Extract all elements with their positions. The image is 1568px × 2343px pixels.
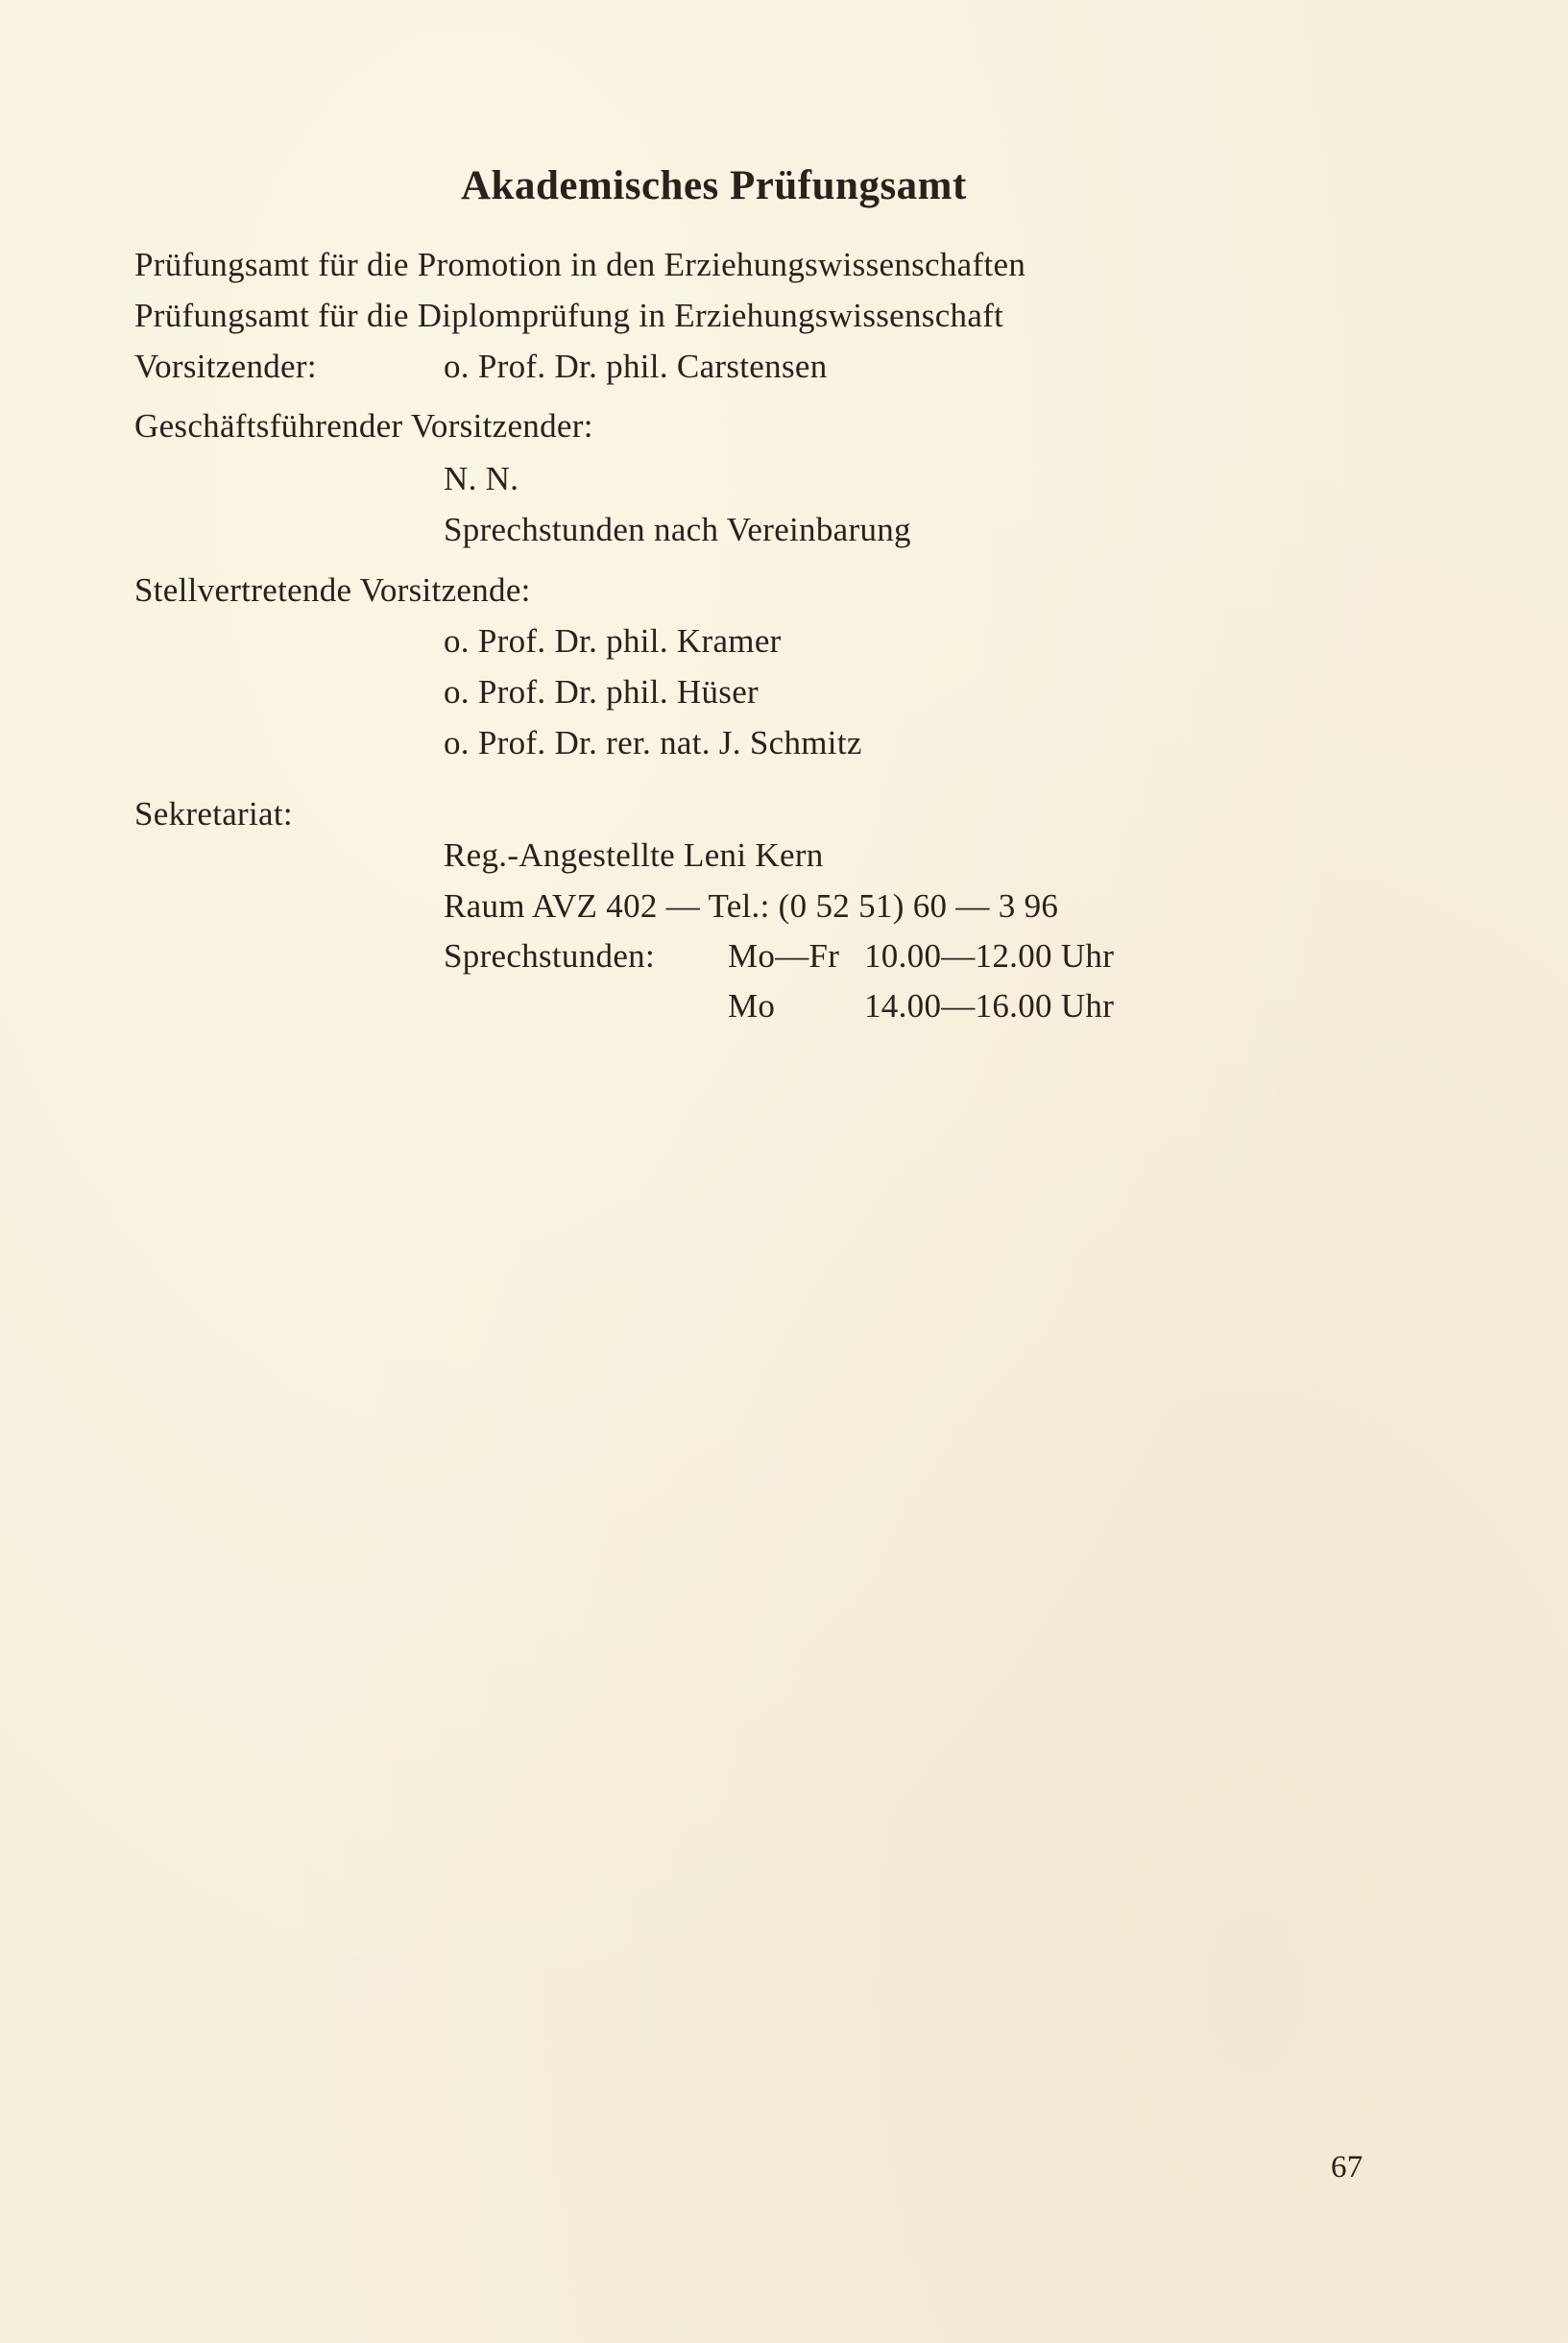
secretariat-hours-days: Mo <box>728 987 776 1025</box>
chair-name: o. Prof. Dr. phil. Carstensen <box>444 348 828 385</box>
deputy-chair-member: o. Prof. Dr. rer. nat. J. Schmitz <box>444 724 862 761</box>
page-heading: Akademisches Prüfungsamt <box>461 163 967 208</box>
secretariat-name: Reg.-Angestellte Leni Kern <box>444 836 824 874</box>
secretariat-hours-time: 14.00—16.00 Uhr <box>864 987 1115 1025</box>
deputy-chair-member: o. Prof. Dr. phil. Kramer <box>444 622 782 660</box>
deputy-chair-member: o. Prof. Dr. phil. Hüser <box>444 673 760 711</box>
managing-chair-label: Geschäftsführender Vorsitzender: <box>134 407 593 445</box>
chair-label: Vorsitzender: <box>134 348 317 385</box>
managing-chair-name: N. N. <box>444 460 519 497</box>
deputy-chairs-label: Stellvertretende Vorsitzende: <box>134 571 531 609</box>
secretariat-room-phone: Raum AVZ 402 — Tel.: (0 52 51) 60 — 3 96 <box>444 887 1059 925</box>
office-diploma-line: Prüfungsamt für die Diplomprüfung in Erziehungswissenschaft <box>134 297 1004 334</box>
secretariat-hours-label: Sprechstunden: <box>444 937 655 975</box>
page-number: 67 <box>1331 2150 1363 2185</box>
secretariat-hours-time: 10.00—12.00 Uhr <box>864 937 1115 975</box>
secretariat-hours-days: Mo—Fr <box>728 937 840 975</box>
managing-chair-hours: Sprechstunden nach Vereinbarung <box>444 511 911 548</box>
office-promotion-line: Prüfungsamt für die Promotion in den Erziehungswissenschaften <box>134 246 1026 283</box>
secretariat-label: Sekretariat: <box>134 795 293 833</box>
